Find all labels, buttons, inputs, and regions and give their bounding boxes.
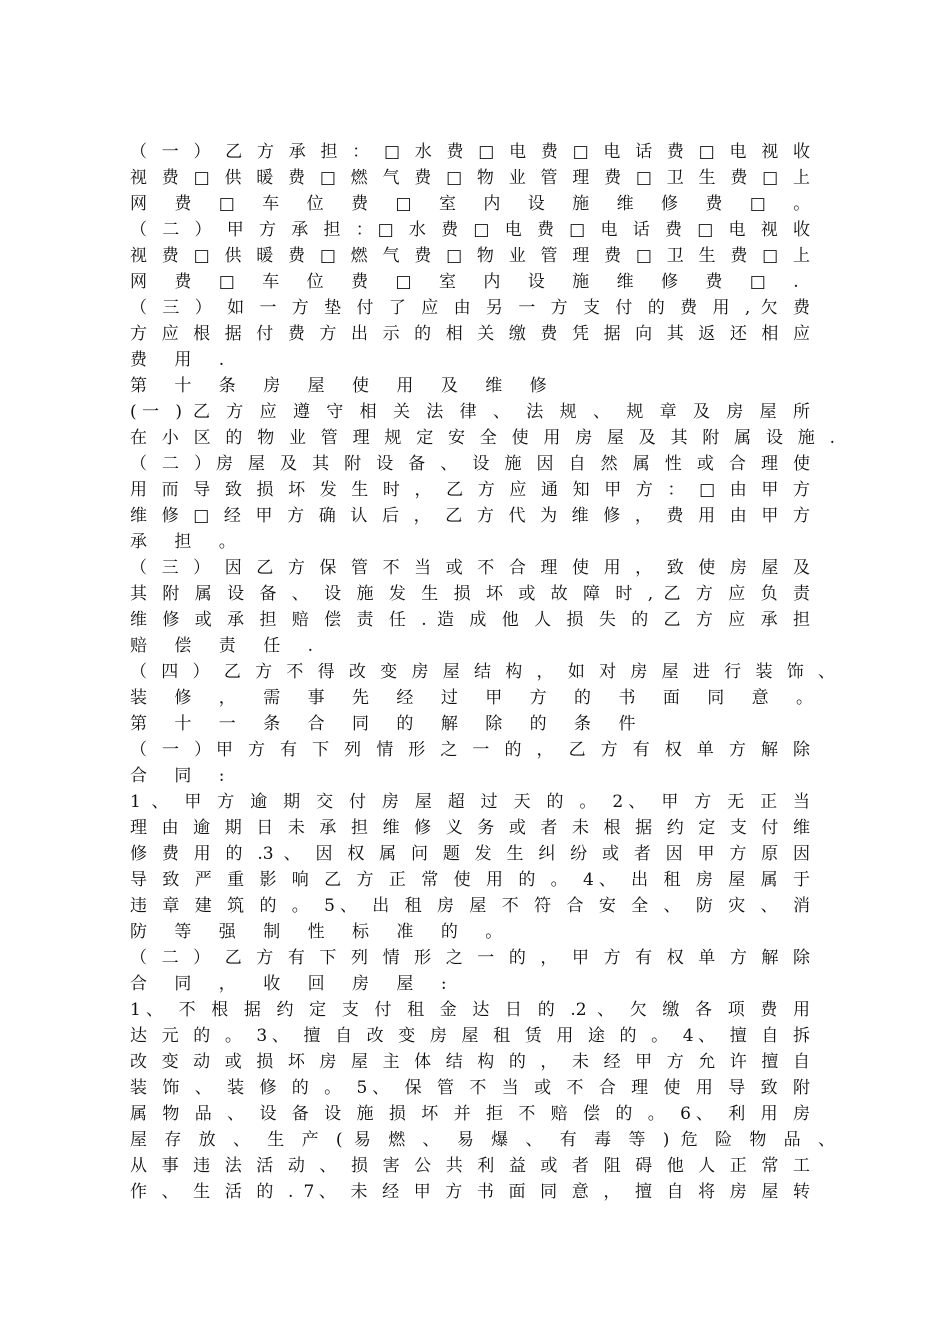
text-line: 达 元 的 。 3、 擅 自 改 变 房 屋 租 赁 用 途 的 。 4、 擅 自 拆 [130,1026,810,1046]
text-line: 合 同 : [130,766,236,786]
text-line: （ 二 ）房 屋 及 其 附 设 备 、 设 施 因 自 然 属 性 或 合 理 使 [130,454,810,474]
text-line: （ 四 ） 乙 方 不 得 改 变 房 屋 结 构 ， 如 对 房 屋 进 行 装 饰 、 [130,662,835,682]
text-line: 防 等 强 制 性 标 准 的 。 [130,922,514,942]
text-line: （ 三 ） 如 一 方 垫 付 了 应 由 另 一 方 支 付 的 费 用 , 欠 费 [130,298,810,318]
text-line: 从 事 违 法 活 动 、 损 害 公 共 利 益 或 者 阻 碍 他 人 正 常 工 [130,1156,810,1176]
text-line: 视 费 □ 供 暖 费 □ 燃 气 费 □ 物 业 管 理 费 □ 卫 生 费 □ 上 [130,246,810,266]
text-line: （ 二 ） 乙 方 有 下 列 情 形 之 一 的 ， 甲 方 有 权 单 方 解 除 [130,948,810,968]
text-line: （ 一 ） 乙 方 承 担 ： □ 水 费 □ 电 费 □ 电 话 费 □ 电 视 收 [130,142,810,162]
text-line: 导 致 严 重 影 响 乙 方 正 常 使 用 的 。 4、 出 租 房 屋 属 于 [130,870,810,890]
text-line: 装 饰 、 装 修 的 。 5、 保 管 不 当 或 不 合 理 使 用 导 致 附 [130,1078,810,1098]
text-line: （ 一 ）甲 方 有 下 列 情 形 之 一 的 ， 乙 方 有 权 单 方 解 除 [130,740,810,760]
text-line: 合 同 ， 收 回 房 屋 : [130,974,458,994]
text-line: 维 修 或 承 担 赔 偿 责 任 . 造 成 他 人 损 失 的 乙 方 应 承 担 [130,610,810,630]
text-line: 修 费 用 的 .3 、 因 权 属 问 题 发 生 纠 纷 或 者 因 甲 方 原 因 [130,844,810,864]
text-line: 网 费 □ 车 位 费 □ 室 内 设 施 维 修 费 □ 。 [130,194,822,214]
text-line: （ 三 ） 因 乙 方 保 管 不 当 或 不 合 理 使 用 ， 致 使 房 屋 及 [130,558,810,578]
text-line: 1、 不 根 据 约 定 支 付 租 金 达 日 的 .2 、 欠 缴 各 项 费 用 [130,1000,810,1020]
text-line: 屋 存 放 、 生 产 ( 易 燃 、 易 爆 、 有 毒 等 ) 危 险 物 品 、 [130,1130,835,1150]
text-line: 用 而 导 致 损 坏 发 生 时 ， 乙 方 应 通 知 甲 方 ： □ 由 甲 方 [130,480,810,500]
text-line: (一 ) 乙 方 应 遵 守 相 关 法 律 、 法 规 、 规 章 及 房 屋 所 [130,402,810,422]
text-line: 其 附 属 设 备 、 设 施 发 生 损 坏 或 故 障 时 , 乙 方 应 负 责 [130,584,810,604]
text-line: 作 、 生 活 的 . 7、 未 经 甲 方 书 面 同 意 ， 擅 自 将 房 屋 转 [130,1182,810,1202]
text-line: 装 修 ， 需 事 先 经 过 甲 方 的 书 面 同 意 。 [130,688,825,708]
text-line: 1 、 甲 方 逾 期 交 付 房 屋 超 过 天 的 。 2、 甲 方 无 正 当 [130,792,810,812]
text-line: 第 十 一 条 合 同 的 解 除 的 条 件 [130,714,647,734]
text-line: 费 用 . [130,350,236,370]
text-line: 承 担 。 [130,532,247,552]
text-line: 违 章 建 筑 的 。 5、 出 租 房 屋 不 符 合 安 全 、 防 灾 、 消 [130,896,810,916]
text-line: 属 物 品 、 设 备 设 施 损 坏 并 拒 不 赔 偿 的 。 6、 利 用 房 [130,1104,810,1124]
text-line: 第 十 条 房 屋 使 用 及 维 修 [130,376,558,396]
text-line: 在 小 区 的 物 业 管 理 规 定 安 全 使 用 房 屋 及 其 附 属 设 施 . [130,428,835,448]
text-line: 网 费 □ 车 位 费 □ 室 内 设 施 维 修 费 □ . [130,272,810,292]
text-line: 理 由 逾 期 日 未 承 担 维 修 义 务 或 者 未 根 据 约 定 支 付 维 [130,818,810,838]
text-line: 视 费 □ 供 暖 费 □ 燃 气 费 □ 物 业 管 理 费 □ 卫 生 费 □ 上 [130,168,810,188]
text-line: 改 变 动 或 损 坏 房 屋 主 体 结 构 的 ， 未 经 甲 方 允 许 擅 自 [130,1052,810,1072]
text-line: （ 二 ） 甲 方 承 担 ：□ 水 费 □ 电 费 □ 电 话 费 □ 电 视 收 [130,220,810,240]
text-line: 维 修 □ 经 甲 方 确 认 后 ， 乙 方 代 为 维 修 ， 费 用 由 甲 方 [130,506,810,526]
text-line: 方 应 根 据 付 费 方 出 示 的 相 关 缴 费 凭 据 向 其 返 还 相 应 [130,324,810,344]
text-line: 赔 偿 责 任 . [130,636,325,656]
